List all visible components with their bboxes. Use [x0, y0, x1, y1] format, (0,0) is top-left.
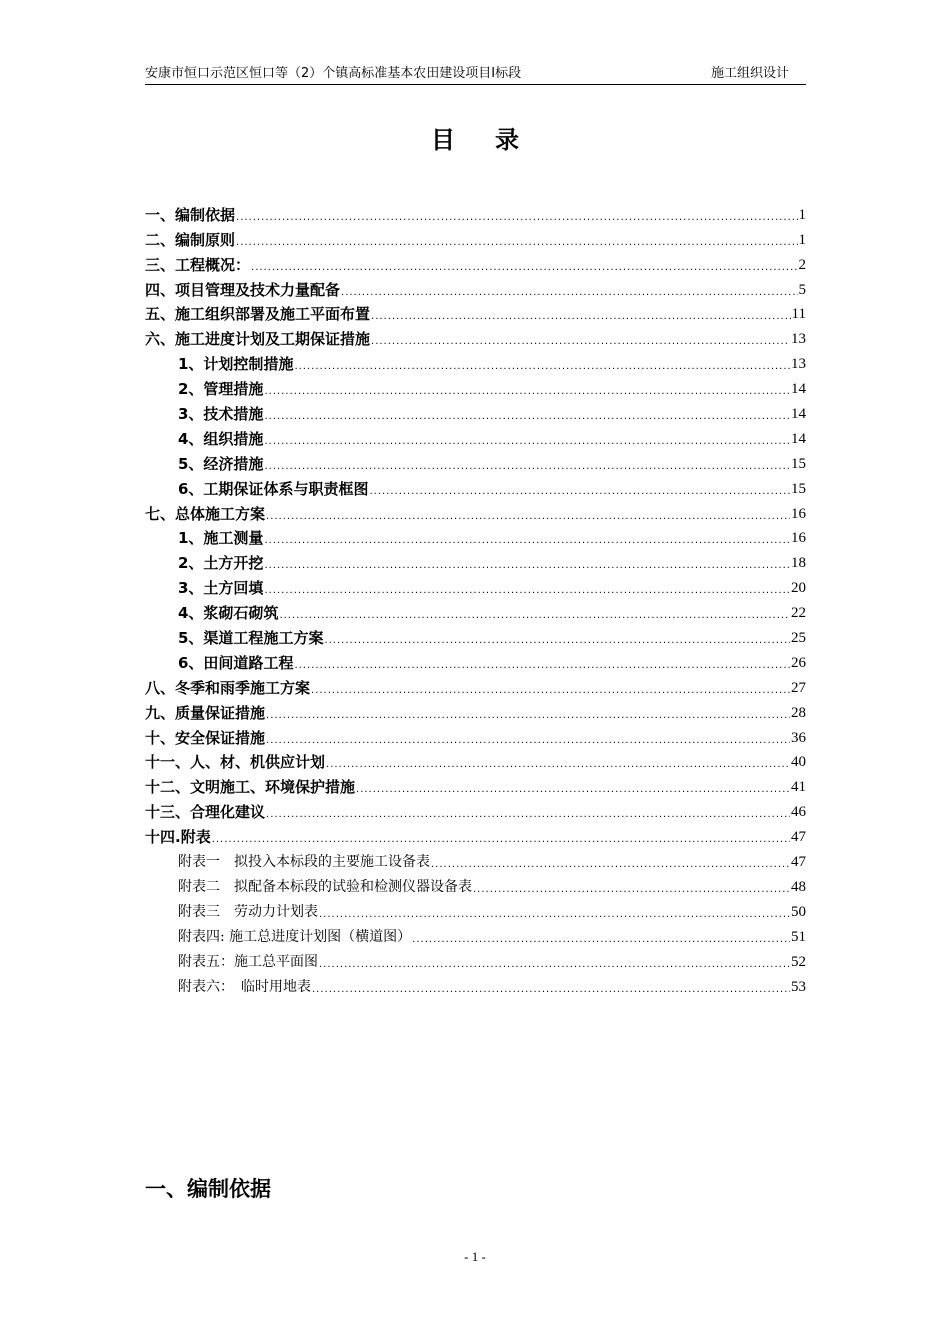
toc-entry[interactable] [145, 723, 806, 748]
toc-entry-label: 附表六： 临时用地表 [178, 978, 311, 995]
toc-entry[interactable] [145, 772, 806, 797]
toc-entry-page: 22 [791, 605, 806, 622]
toc-entry-page: 5 [798, 281, 806, 298]
page-header [145, 66, 806, 85]
toc-entry[interactable] [145, 897, 806, 922]
toc-entry-page: 28 [791, 704, 806, 721]
table-of-contents [145, 200, 806, 997]
toc-entry-label: 附表四: 施工总进度计划图（横道图） [178, 928, 412, 945]
toc-entry-label: 二、编制原则 [145, 230, 236, 249]
toc-entry-label: 附表一 拟投入本标段的主要施工设备表 [178, 854, 430, 871]
toc-entry-label: 六、施工进度计划及工期保证措施 [145, 330, 371, 349]
toc-entry-page: 40 [791, 754, 806, 771]
toc-entry-label: 5、经济措施 [178, 454, 264, 473]
toc-entry-label: 1、施工测量 [178, 529, 264, 548]
toc-leader-dots [264, 429, 790, 449]
toc-entry-label: 一、编制依据 [145, 205, 236, 224]
toc-entry-label: 三、工程概况： [145, 255, 251, 274]
toc-entry[interactable] [145, 225, 806, 250]
toc-leader-dots [264, 454, 790, 474]
toc-entry[interactable] [145, 922, 806, 947]
toc-leader-dots [266, 728, 790, 748]
toc-entry[interactable] [145, 275, 806, 300]
header-project-name: 安康市恒口示范区恒口等（2）个镇高标准基本农田建设项目Ⅰ标段 [145, 66, 522, 81]
toc-entry-label: 3、技术措施 [178, 405, 264, 424]
toc-entry-label: 八、冬季和雨季施工方案 [145, 678, 311, 697]
section-heading: 一、编制依据 [145, 1177, 271, 1201]
toc-leader-dots [312, 977, 790, 997]
toc-entry-page: 11 [791, 306, 806, 323]
toc-entry-page: 15 [791, 480, 806, 497]
toc-entry-page: 52 [791, 953, 806, 970]
toc-entry-page: 13 [791, 331, 806, 348]
toc-entry[interactable] [145, 573, 806, 598]
toc-entry-page: 50 [791, 903, 806, 920]
toc-entry-page: 1 [798, 231, 806, 248]
toc-entry[interactable] [145, 250, 806, 275]
toc-entry-page: 36 [791, 729, 806, 746]
toc-entry-page: 18 [791, 555, 806, 572]
toc-leader-dots [326, 752, 790, 772]
toc-entry-label: 1、计划控制措施 [178, 355, 294, 374]
toc-entry-page: 41 [791, 779, 806, 796]
toc-leader-dots [212, 827, 790, 847]
toc-entry-label: 2、土方开挖 [178, 554, 264, 573]
toc-entry-page: 51 [791, 928, 806, 945]
toc-leader-dots [264, 578, 790, 598]
toc-entry-label: 十、安全保证措施 [145, 728, 266, 747]
toc-entry-page: 16 [791, 505, 806, 522]
toc-entry-label: 3、土方回填 [178, 579, 264, 598]
toc-entry[interactable] [145, 548, 806, 573]
toc-entry-page: 26 [791, 654, 806, 671]
toc-entry-label: 五、施工组织部署及施工平面布置 [145, 305, 371, 324]
toc-leader-dots [264, 379, 790, 399]
toc-entry[interactable] [145, 424, 806, 449]
toc-leader-dots [319, 902, 790, 922]
toc-leader-dots [236, 205, 797, 225]
toc-entry-label: 十一、人、材、机供应计划 [145, 753, 326, 772]
toc-leader-dots [279, 603, 790, 623]
toc-leader-dots [294, 653, 790, 673]
toc-entry-page: 1 [798, 206, 806, 223]
toc-leader-dots [431, 852, 790, 872]
toc-leader-dots [266, 703, 790, 723]
toc-entry-label: 5、渠道工程施工方案 [178, 629, 324, 648]
toc-entry-label: 十三、合理化建议 [145, 803, 266, 822]
toc-entry-page: 14 [791, 430, 806, 447]
toc-leader-dots [266, 504, 790, 524]
toc-entry[interactable] [145, 947, 806, 972]
toc-entry-page: 15 [791, 455, 806, 472]
toc-entry[interactable] [145, 822, 806, 847]
toc-entry[interactable] [145, 972, 806, 997]
toc-entry[interactable] [145, 524, 806, 549]
toc-entry-page: 48 [791, 878, 806, 895]
toc-leader-dots [324, 628, 790, 648]
toc-entry[interactable] [145, 598, 806, 623]
toc-entry[interactable] [145, 648, 806, 673]
toc-entry[interactable] [145, 399, 806, 424]
toc-entry[interactable] [145, 623, 806, 648]
toc-entry[interactable] [145, 748, 806, 773]
toc-leader-dots [319, 952, 790, 972]
toc-entry-label: 6、田间道路工程 [178, 653, 294, 672]
toc-leader-dots [369, 479, 790, 499]
toc-entry-label: 2、管理措施 [178, 380, 264, 399]
toc-entry-label: 附表二 拟配备本标段的试验和检测仪器设备表 [178, 878, 472, 895]
toc-entry[interactable] [145, 300, 806, 325]
toc-entry[interactable] [145, 872, 806, 897]
toc-entry-page: 20 [791, 580, 806, 597]
toc-entry-page: 46 [791, 804, 806, 821]
toc-entry-page: 14 [791, 381, 806, 398]
toc-entry-label: 6、工期保证体系与职责框图 [178, 479, 369, 498]
toc-entry[interactable] [145, 324, 806, 349]
toc-entry-label: 七、总体施工方案 [145, 504, 266, 523]
toc-entry[interactable] [145, 449, 806, 474]
toc-entry-label: 十二、文明施工、环境保护措施 [145, 778, 356, 797]
toc-entry[interactable] [145, 673, 806, 698]
toc-leader-dots [236, 230, 797, 250]
toc-leader-dots [356, 777, 790, 797]
toc-leader-dots [311, 678, 790, 698]
toc-entry[interactable] [145, 797, 806, 822]
toc-leader-dots [412, 927, 790, 947]
toc-leader-dots [294, 354, 790, 374]
toc-entry-page: 14 [791, 406, 806, 423]
toc-entry-label: 十四.附表 [145, 828, 211, 847]
toc-entry-label: 附表三 劳动力计划表 [178, 903, 318, 920]
toc-entry-page: 47 [791, 829, 806, 846]
toc-entry-page: 16 [791, 530, 806, 547]
toc-entry-label: 九、质量保证措施 [145, 703, 266, 722]
toc-leader-dots [251, 255, 797, 275]
toc-leader-dots [473, 877, 790, 897]
toc-entry-page: 47 [791, 854, 806, 871]
toc-entry[interactable] [145, 200, 806, 225]
toc-entry-page: 25 [791, 630, 806, 647]
toc-entry-page: 27 [791, 679, 806, 696]
toc-leader-dots [264, 528, 790, 548]
toc-leader-dots [266, 802, 790, 822]
page-title: 目录 [431, 126, 559, 154]
toc-entry[interactable] [145, 698, 806, 723]
toc-entry[interactable] [145, 349, 806, 374]
header-doc-type: 施工组织设计 [710, 66, 789, 81]
toc-leader-dots [341, 280, 797, 300]
page-number: - 1 - [464, 1249, 486, 1264]
toc-leader-dots [371, 304, 791, 324]
toc-entry-page: 53 [791, 978, 806, 995]
toc-entry[interactable] [145, 374, 806, 399]
toc-entry-page: 2 [798, 256, 806, 273]
toc-entry-label: 4、浆砌石砌筑 [178, 604, 279, 623]
toc-entry-page: 13 [791, 356, 806, 373]
toc-entry[interactable] [145, 474, 806, 499]
toc-entry-label: 附表五：施工总平面图 [178, 953, 318, 970]
toc-entry[interactable] [145, 499, 806, 524]
toc-entry[interactable] [145, 847, 806, 872]
toc-leader-dots [264, 553, 790, 573]
toc-entry-label: 4、组织措施 [178, 429, 264, 448]
toc-entry-label: 四、项目管理及技术力量配备 [145, 280, 341, 299]
toc-leader-dots [371, 329, 790, 349]
toc-leader-dots [264, 404, 790, 424]
